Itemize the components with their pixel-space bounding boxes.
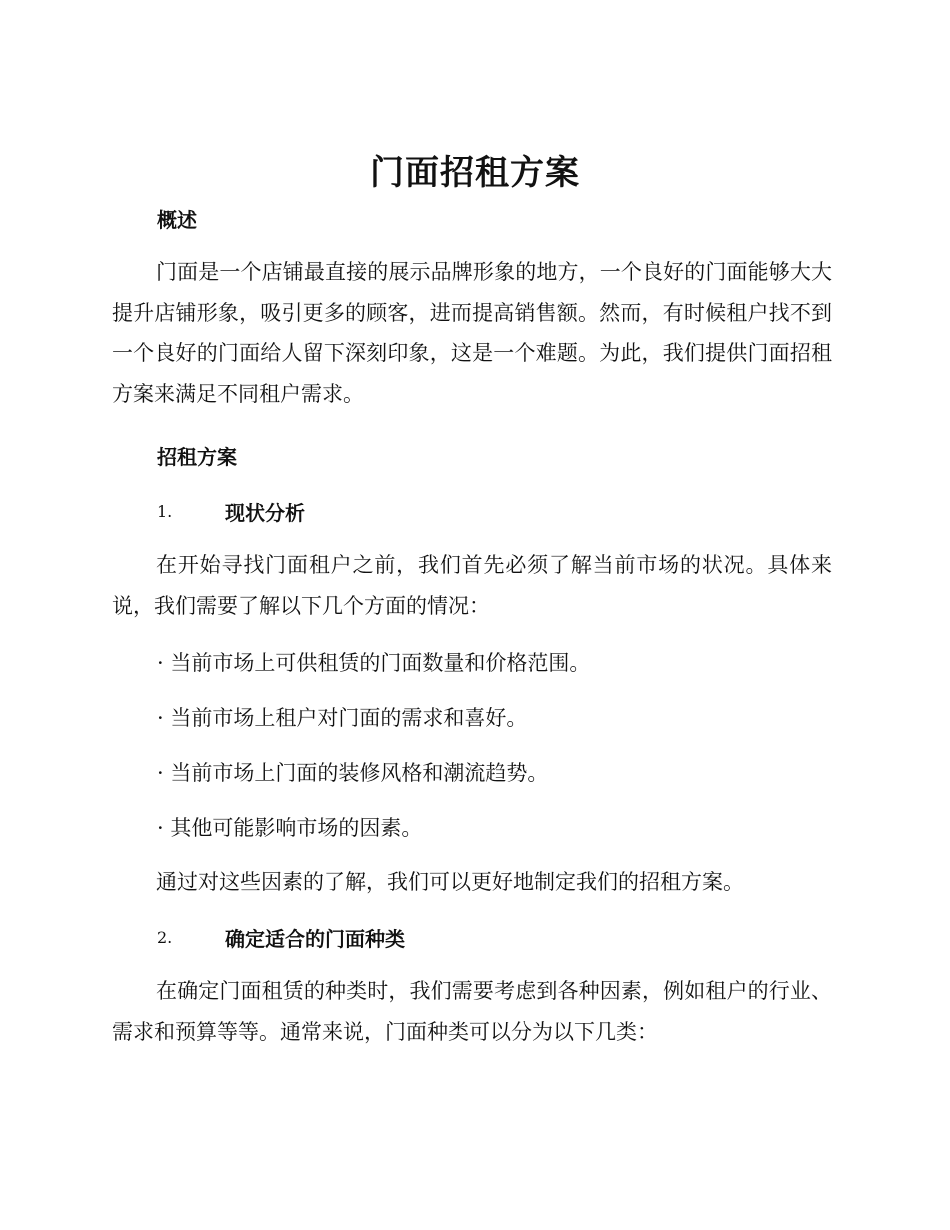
- overview-heading: 概述: [157, 208, 197, 232]
- bullet-item: · 当前市场上租户对门面的需求和喜好。: [157, 706, 528, 730]
- section-1-heading: [157, 496, 305, 526]
- bullet-item: · 当前市场上可供租赁的门面数量和价格范围。: [157, 651, 591, 675]
- section-2-number: 2.: [157, 927, 173, 947]
- bullet-item: · 其他可能影响市场的因素。: [157, 816, 423, 840]
- plan-heading: 招租方案: [157, 445, 237, 469]
- section-1-paragraph: 在开始寻找门面租户之前，我们首先必须了解当前市场的状况。具体来说，我们需要了解以下几个方面的情况：: [112, 553, 832, 618]
- section-2-paragraph: 在确定门面租赁的种类时，我们需要考虑到各种因素，例如租户的行业、需求和预算等等。通常来说，门面种类可以分为以下几类：: [112, 979, 832, 1044]
- section-2-heading: [157, 922, 405, 952]
- section-1-conclusion: 通过对这些因素的了解，我们可以更好地制定我们的招租方案。: [156, 870, 744, 894]
- section-1-title: 现状分析: [225, 500, 305, 525]
- section-1-number: 1.: [157, 501, 173, 521]
- section-2-title: 确定适合的门面种类: [225, 926, 405, 951]
- bullet-item: · 当前市场上门面的装修风格和潮流趋势。: [157, 761, 549, 785]
- overview-paragraph: 门面是一个店铺最直接的展示品牌形象的地方，一个良好的门面能够大大提升店铺形象，吸引更多的顾客，进而提高销售额。然而，有时候租户找不到一个良好的门面给人留下深刻印象，这是一个难题。为此，我们提供门面招租方案来满足不同租户需求。: [112, 260, 832, 406]
- document-title: 门面招租方案: [370, 153, 580, 193]
